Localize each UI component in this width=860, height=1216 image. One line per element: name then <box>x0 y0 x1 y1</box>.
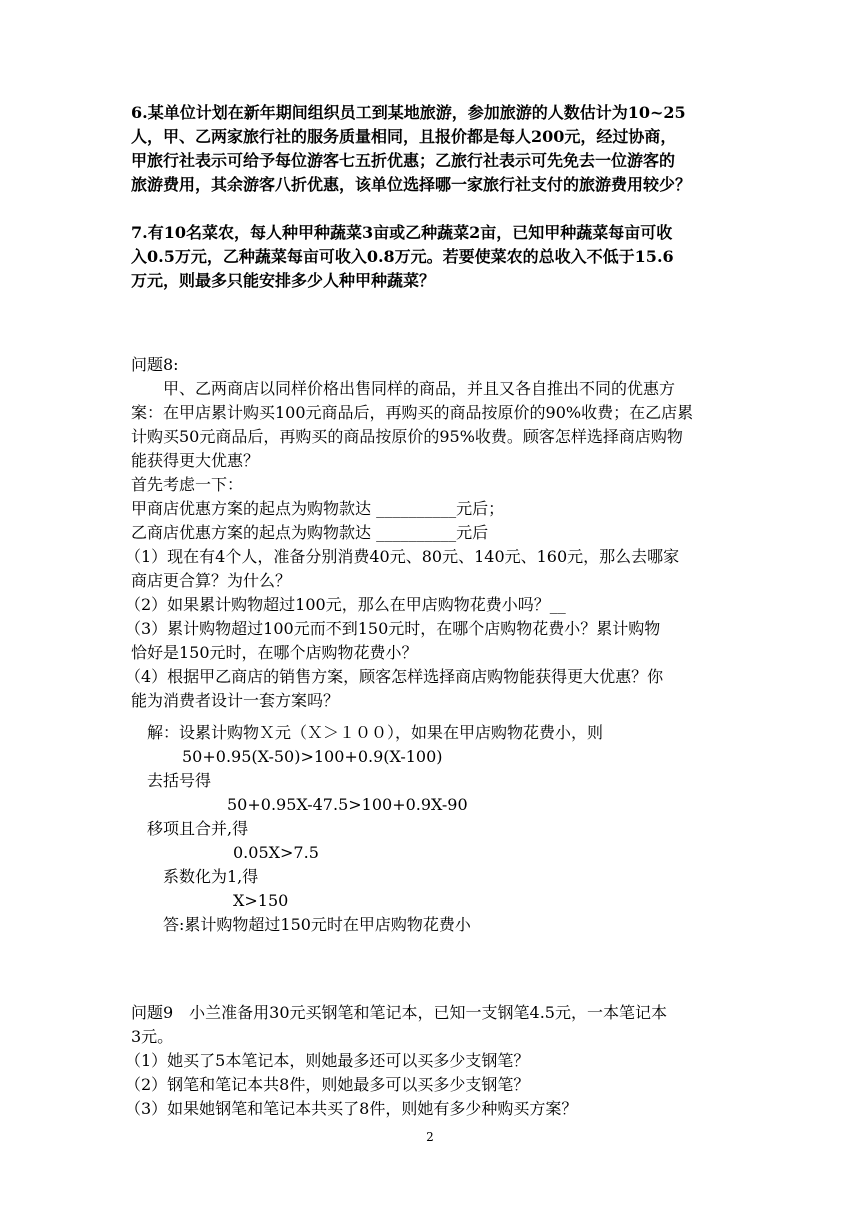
line-text: （3）如果她钢笔和笔记本共买了8件，则她有多少种购买方案？ <box>125 1099 578 1118</box>
text-line <box>131 571 291 591</box>
text-line <box>131 223 672 243</box>
text-line <box>182 747 443 767</box>
text-line <box>125 1099 577 1119</box>
line-text: （4）根据甲乙商店的销售方案，顾客怎样选择商店购物能获得更大优惠？你 <box>125 667 664 686</box>
text-line <box>131 103 686 123</box>
line-text: 问题9 小兰准备用30元买钢笔和笔记本，已知一支钢笔4.5元，一本笔记本 <box>131 1003 667 1022</box>
text-line <box>163 379 675 399</box>
text-line <box>163 867 258 887</box>
line-text: 去括号得 <box>147 771 212 790</box>
line-text: 3元。 <box>131 1027 174 1046</box>
line-text: 入0.5万元，乙种蔬菜每亩可收入0.8万元。若要使菜农的总收入不低于15.6 <box>131 247 674 266</box>
text-line <box>131 403 693 423</box>
line-text: 计购买50元商品后，再购买的商品按原价的95%收费。顾客怎样选择商店购物 <box>131 427 683 446</box>
line-text-after-blank: 元后 <box>456 523 489 542</box>
text-line <box>227 795 468 815</box>
text-line <box>131 355 179 375</box>
line-text: 乙商店优惠方案的起点为购物款达 <box>131 523 377 542</box>
text-line <box>131 523 488 543</box>
text-line <box>125 667 663 687</box>
line-text: 50+0.95X-47.5>100+0.9X-90 <box>227 795 468 814</box>
line-text: 0.05X>7.5 <box>233 843 319 862</box>
text-line <box>131 247 674 267</box>
line-text: 恰好是150元时，在哪个店购物花费小？ <box>131 643 418 662</box>
text-line <box>163 915 471 935</box>
text-line <box>125 547 679 567</box>
text-line <box>131 427 683 447</box>
text-line <box>125 619 660 639</box>
text-line <box>125 1051 529 1071</box>
fill-in-blank: __________ <box>376 523 457 542</box>
line-text: （2）如果累计购物超过100元，那么在甲店购物花费小吗？__ <box>125 595 566 614</box>
line-text: 旅游费用，其余游客八折优惠，该单位选择哪一家旅行社支付的旅游费用较少？ <box>131 175 692 194</box>
line-text: 甲商店优惠方案的起点为购物款达 <box>131 499 377 518</box>
line-text: X>150 <box>233 891 289 910</box>
line-text: 6.某单位计划在新年期间组织员工到某地旅游，参加旅游的人数估计为10~25 <box>131 103 686 122</box>
text-line <box>131 499 504 519</box>
line-text: 解：设累计购物Ｘ元（Ｘ＞１００），如果在甲店购物花费小，则 <box>147 723 604 742</box>
text-line <box>125 595 566 615</box>
line-text: 移项且合并,得 <box>147 819 249 838</box>
text-line <box>233 843 319 863</box>
line-text: 案：在甲店累计购买100元商品后，再购买的商品按原价的90%收费；在乙店累 <box>131 403 694 422</box>
line-text-after-blank: 元后； <box>456 499 505 518</box>
text-line <box>131 451 259 471</box>
text-line <box>125 1075 529 1095</box>
line-text: （1）现在有4个人，准备分别消费40元、80元、140元、160元，那么去哪家 <box>125 547 680 566</box>
page-number: 2 <box>426 1130 434 1144</box>
line-text: （2）钢笔和笔记本共8件，则她最多可以买多少支钢笔？ <box>125 1075 530 1094</box>
text-line <box>131 151 675 171</box>
line-text: 商店更合算？为什么？ <box>131 571 292 590</box>
line-text: 人，甲、乙两家旅行社的服务质量相同，且报价都是每人200元，经过协商， <box>131 127 677 146</box>
fill-in-blank: __________ <box>376 499 457 518</box>
line-text: 万元，则最多只能安排多少人种甲种蔬菜？ <box>131 271 436 290</box>
line-text: 50+0.95(X-50)>100+0.9(X-100) <box>182 747 443 766</box>
line-text: 系数化为1,得 <box>163 867 259 886</box>
line-text: （3）累计购物超过100元而不到150元时，在哪个店购物花费小？累计购物 <box>125 619 661 638</box>
line-text: 能获得更大优惠？ <box>131 451 260 470</box>
line-text: 答:累计购物超过150元时在甲店购物花费小 <box>163 915 471 934</box>
text-line <box>131 691 339 711</box>
line-text: 问题8: <box>131 355 179 374</box>
text-line <box>233 891 288 911</box>
line-text: 首先考虑一下： <box>131 475 244 494</box>
text-line <box>131 475 243 495</box>
line-text: 7.有10名菜农，每人种甲种蔬菜3亩或乙种蔬菜2亩，已知甲种蔬菜每亩可收 <box>131 223 673 242</box>
line-text: 甲、乙两商店以同样价格出售同样的商品，并且又各自推出不同的优惠方 <box>163 379 676 398</box>
text-line <box>147 771 211 791</box>
text-line <box>147 723 603 743</box>
text-line <box>131 1003 667 1023</box>
text-line <box>131 175 691 195</box>
text-line <box>147 819 248 839</box>
line-text: 甲旅行社表示可给予每位游客七五折优惠；乙旅行社表示可先免去一位游客的 <box>131 151 676 170</box>
text-line <box>131 1027 173 1047</box>
text-line <box>131 127 676 147</box>
text-line <box>131 271 435 291</box>
text-line <box>131 643 418 663</box>
line-text: 能为消费者设计一套方案吗？ <box>131 691 340 710</box>
line-text: （1）她买了5本笔记本，则她最多还可以买多少支钢笔？ <box>125 1051 530 1070</box>
